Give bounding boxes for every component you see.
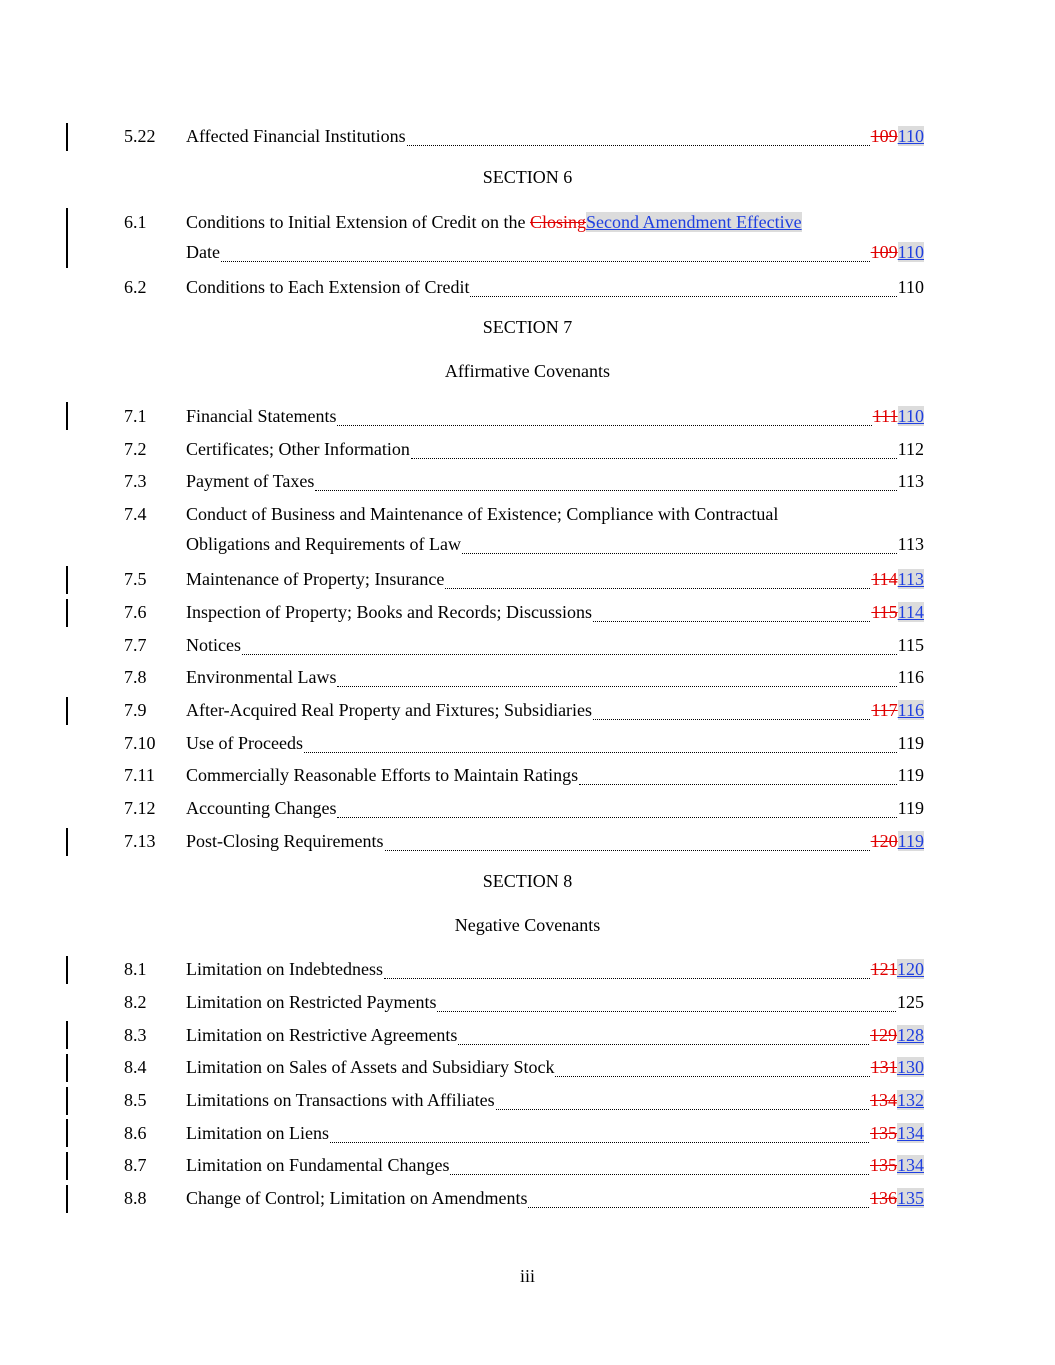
inserted-page-number: 110: [897, 406, 924, 426]
dot-leader: [528, 1207, 869, 1208]
entry-page: [870, 1025, 924, 1046]
toc-entry-5-22[interactable]: [0, 126, 1055, 150]
entry-page: [871, 242, 924, 263]
page-number: iii: [519, 1266, 535, 1286]
entry-title: Maintenance of Property; Insurance: [186, 569, 445, 589]
entry-page: 119: [897, 798, 924, 818]
inserted-page-number: 113: [897, 569, 924, 589]
inserted-page-number: 130: [897, 1057, 924, 1077]
section-subheading: Affirmative Covenants: [444, 361, 611, 381]
entry-number: 7.8: [124, 667, 147, 687]
entry-title: Financial Statements: [186, 406, 337, 426]
toc-entry-7-7[interactable]: [0, 635, 1055, 659]
dot-leader: [411, 458, 897, 459]
entry-number: 8.1: [124, 959, 147, 979]
deleted-page-number: 136: [870, 1188, 897, 1208]
entry-title: Change of Control; Limitation on Amendments: [186, 1188, 528, 1208]
entry-title-text: Conditions to Initial Extension of Credit on the: [186, 212, 530, 232]
entry-page: [871, 602, 924, 623]
entry-title: After-Acquired Real Property and Fixtures; Subsidiaries: [186, 700, 593, 720]
entry-title: Use of Proceeds: [186, 733, 303, 753]
toc-entry-8-4[interactable]: [0, 1057, 1055, 1081]
dot-leader: [407, 145, 870, 146]
entry-title: Limitation on Restricted Payments: [186, 992, 437, 1012]
entry-title: [186, 212, 802, 233]
entry-page: 116: [897, 667, 924, 687]
dot-leader: [593, 621, 870, 622]
inserted-page-number: 134: [897, 1155, 924, 1175]
toc-entry-7-2[interactable]: [0, 439, 1055, 463]
entry-title: Conduct of Business and Maintenance of Existence; Compliance with Contractual: [186, 504, 779, 524]
deleted-page-number: 135: [870, 1155, 897, 1175]
entry-title: Limitations on Transactions with Affiliates: [186, 1090, 495, 1110]
entry-title: Conditions to Each Extension of Credit: [186, 277, 470, 297]
deleted-page-number: 111: [872, 406, 898, 426]
entry-number: 7.6: [124, 602, 147, 622]
toc-entry-7-8[interactable]: [0, 667, 1055, 691]
entry-number: 7.2: [124, 439, 147, 459]
entry-page: [871, 831, 924, 852]
entry-title: Limitation on Fundamental Changes: [186, 1155, 450, 1175]
entry-number: 7.7: [124, 635, 147, 655]
entry-page: 110: [897, 277, 924, 297]
deleted-page-number: 115: [871, 602, 898, 622]
entry-page: [870, 1090, 924, 1111]
deleted-page-number: 131: [870, 1057, 897, 1077]
toc-entry-6-2[interactable]: [0, 277, 1055, 301]
inserted-page-number: 134: [897, 1123, 924, 1143]
entry-page: [870, 1155, 924, 1176]
entry-number: 7.12: [124, 798, 156, 818]
inserted-page-number: 135: [897, 1188, 924, 1208]
entry-title-line2: Date: [186, 242, 220, 262]
entry-page: [871, 700, 924, 721]
entry-title: Limitation on Sales of Assets and Subsidiary Stock: [186, 1057, 555, 1077]
dot-leader: [384, 978, 870, 979]
entry-title: Environmental Laws: [186, 667, 337, 687]
toc-entry-8-3[interactable]: [0, 1025, 1055, 1049]
toc-entry-7-9[interactable]: [0, 700, 1055, 724]
toc-entry-7-13[interactable]: [0, 831, 1055, 855]
entry-number: 8.8: [124, 1188, 147, 1208]
dot-leader: [470, 296, 896, 297]
dot-leader: [579, 784, 897, 785]
entry-title: Notices: [186, 635, 241, 655]
deleted-page-number: 121: [870, 959, 897, 979]
entry-number: 7.9: [124, 700, 147, 720]
dot-leader: [450, 1174, 869, 1175]
toc-entry-7-6[interactable]: [0, 602, 1055, 626]
entry-page: 119: [897, 765, 924, 785]
entry-number: 6.1: [124, 212, 147, 232]
dot-leader: [462, 553, 897, 554]
entry-number: 7.11: [124, 765, 155, 785]
inserted-text: Second Amendment Effective: [585, 212, 802, 232]
entry-page: 125: [897, 992, 924, 1012]
toc-entry-8-5[interactable]: [0, 1090, 1055, 1114]
entry-page: 112: [897, 439, 924, 459]
entry-page: [871, 959, 924, 980]
entry-title: Affected Financial Institutions: [186, 126, 406, 146]
section-heading: SECTION 6: [482, 167, 573, 187]
entry-page: [871, 569, 924, 590]
dot-leader: [458, 1044, 869, 1045]
toc-entry-7-3[interactable]: [0, 471, 1055, 495]
dot-leader: [593, 719, 870, 720]
deleted-page-number: 109: [870, 242, 898, 262]
toc-entry-7-11[interactable]: [0, 765, 1055, 789]
inserted-page-number: 116: [897, 700, 924, 720]
deleted-page-number: 135: [870, 1123, 897, 1143]
entry-title: Accounting Changes: [186, 798, 337, 818]
toc-entry-8-1[interactable]: [0, 959, 1055, 983]
toc-entry-7-12[interactable]: [0, 798, 1055, 822]
entry-number: 7.13: [124, 831, 156, 851]
deleted-page-number: 117: [871, 700, 898, 720]
section-heading: SECTION 8: [482, 871, 573, 891]
entry-title: Commercially Reasonable Efforts to Maintain Ratings: [186, 765, 579, 785]
entry-number: 8.3: [124, 1025, 147, 1045]
entry-number: 8.6: [124, 1123, 147, 1143]
deleted-page-number: 114: [871, 569, 898, 589]
toc-entry-8-6[interactable]: [0, 1123, 1055, 1147]
dot-leader: [337, 686, 896, 687]
dot-leader: [304, 752, 897, 753]
dot-leader: [337, 817, 896, 818]
toc-entry-7-4[interactable]: [0, 504, 1055, 528]
toc-entry-6-1[interactable]: [0, 212, 1055, 236]
entry-number: 7.5: [124, 569, 147, 589]
toc-entry-8-8[interactable]: [0, 1188, 1055, 1212]
toc-entry-7-4-continued: [0, 534, 1055, 558]
entry-page: 115: [897, 635, 924, 655]
inserted-page-number: 120: [897, 959, 924, 979]
toc-entry-8-7[interactable]: [0, 1155, 1055, 1179]
dot-leader: [315, 490, 896, 491]
entry-title: Certificates; Other Information: [186, 439, 410, 459]
entry-number: 8.7: [124, 1155, 147, 1175]
entry-title: Inspection of Property; Books and Records; Discussions: [186, 602, 592, 622]
entry-number: 8.5: [124, 1090, 147, 1110]
entry-number: 7.3: [124, 471, 147, 491]
entry-number: 7.4: [124, 504, 147, 524]
entry-number: 7.10: [124, 733, 156, 753]
deleted-page-number: 120: [870, 831, 898, 851]
entry-title: Limitation on Liens: [186, 1123, 329, 1143]
entry-page: [871, 1057, 924, 1078]
entry-page: [871, 126, 924, 147]
deleted-page-number: 109: [870, 126, 898, 146]
inserted-page-number: 110: [897, 126, 924, 146]
dot-leader: [337, 425, 871, 426]
section-heading: SECTION 7: [482, 317, 573, 337]
deleted-page-number: 129: [870, 1025, 897, 1045]
toc-entry-8-2[interactable]: [0, 992, 1055, 1016]
inserted-page-number: 114: [897, 602, 924, 622]
entry-number: 6.2: [124, 277, 147, 297]
entry-title: Limitation on Restrictive Agreements: [186, 1025, 458, 1045]
entry-title-line2: Obligations and Requirements of Law: [186, 534, 461, 554]
dot-leader: [437, 1011, 896, 1012]
toc-entry-7-5[interactable]: [0, 569, 1055, 593]
toc-entry-7-1[interactable]: [0, 406, 1055, 430]
entry-page: [873, 406, 924, 427]
entry-page: 113: [897, 471, 924, 491]
entry-page: 113: [897, 534, 924, 554]
dot-leader: [385, 850, 870, 851]
inserted-page-number: 119: [897, 831, 924, 851]
dot-leader: [445, 588, 870, 589]
section-subheading: Negative Covenants: [454, 915, 601, 935]
entry-number: 8.2: [124, 992, 147, 1012]
entry-page: [870, 1188, 924, 1209]
dot-leader: [496, 1109, 869, 1110]
deleted-text: Closing: [529, 212, 586, 232]
entry-number: 8.4: [124, 1057, 147, 1077]
entry-number: 7.1: [124, 406, 147, 426]
toc-entry-6-1-continued: [0, 242, 1055, 266]
toc-entry-7-10[interactable]: [0, 733, 1055, 757]
dot-leader: [242, 654, 897, 655]
inserted-page-number: 132: [897, 1090, 924, 1110]
entry-title: Limitation on Indebtedness: [186, 959, 383, 979]
inserted-page-number: 128: [897, 1025, 924, 1045]
dot-leader: [330, 1142, 869, 1143]
entry-title: Payment of Taxes: [186, 471, 315, 491]
entry-page: [870, 1123, 924, 1144]
entry-title: Post-Closing Requirements: [186, 831, 384, 851]
entry-page: 119: [897, 733, 924, 753]
dot-leader: [555, 1076, 869, 1077]
entry-number: 5.22: [124, 126, 156, 146]
inserted-page-number: 110: [897, 242, 924, 262]
dot-leader: [221, 261, 870, 262]
deleted-page-number: 134: [870, 1090, 897, 1110]
